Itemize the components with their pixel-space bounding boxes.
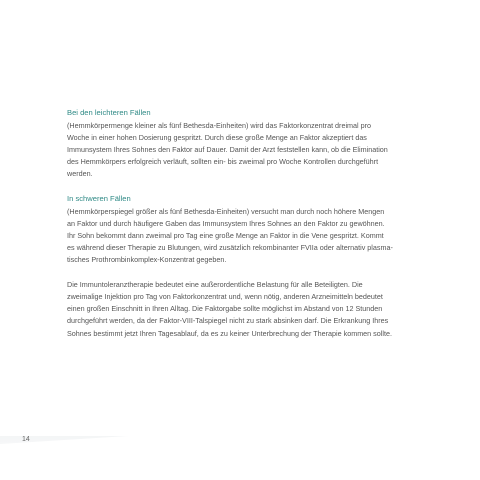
document-body [67,107,419,340]
fold-highlight-wedge [0,414,480,480]
text-line: tisches Prothrombinkomplex-Konzentrat gegeben. [67,255,227,265]
text-line: an Faktor und durch häufigere Gaben das Immunsystem Ihres Sohnes an den Faktor zu gewöhnen. [67,218,385,228]
text-line: einen großen Einschnitt in Ihren Alltag. Die Faktorgabe sollte möglichst im Abstand von 12 Stunden [67,304,383,314]
closing-paragraph [67,279,419,339]
text-line: werden. [67,169,93,179]
text-line: Ihr Sohn bekommt dann zweimal pro Tag eine große Menge an Faktor in die Vene gespritzt. Kommt [67,230,384,240]
text-line: Sohnes bestimmt jetzt Ihren Tagesablauf, da es zu keiner Unterbrechung der Therapie kommen sollte. [67,328,392,338]
text-line: (Hemmkörpermenge kleiner als fünf Bethesda-Einheiten) wird das Faktorkonzentrat dreimal pro [67,121,372,131]
section-paragraph [67,206,419,266]
text-line: es während dieser Therapie zu Blutungen, wird zusätzlich rekombinanter FVIIa oder alternativ plasma- [67,242,393,252]
section-closing [67,279,419,339]
text-line: Immunsystem Ihres Sohnes den Faktor auf Dauer. Damit der Arzt feststellen kann, ob die Elimination [67,145,388,155]
text-line: durchgeführt werden, da der Faktor-VIII-Talspiegel nicht zu stark absinken darf. Die Erkrankung Ihres [67,316,389,326]
section-severe-cases [67,193,419,267]
spacer [67,181,419,193]
section-heading: In schweren Fällen [67,193,131,203]
text-line: zweimalige Injektion pro Tag von Faktorkonzentrat und, wenn nötig, anderen Arzneimitteln bedeutet [67,292,383,302]
section-heading: Bei den leichteren Fällen [67,108,151,117]
text-line: Die Immuntoleranztherapie bedeutet eine außerordentliche Belastung für alle Beteiligten. Die [67,280,363,290]
section-mild-cases [67,107,419,181]
page-number: 14 [22,436,30,443]
text-line: Woche in einer hohen Dosierung gespritzt. Durch diese große Menge an Faktor akzeptiert das [67,133,367,143]
section-paragraph [67,120,419,180]
spacer [67,266,419,279]
text-line: (Hemmkörperspiegel größer als fünf Bethesda-Einheiten) versucht man durch noch höhere Mengen [67,206,385,216]
text-line: des Hemmkörpers erfolgreich verläuft, sollten ein- bis zweimal pro Woche Kontrollen durchgeführt [67,157,379,167]
